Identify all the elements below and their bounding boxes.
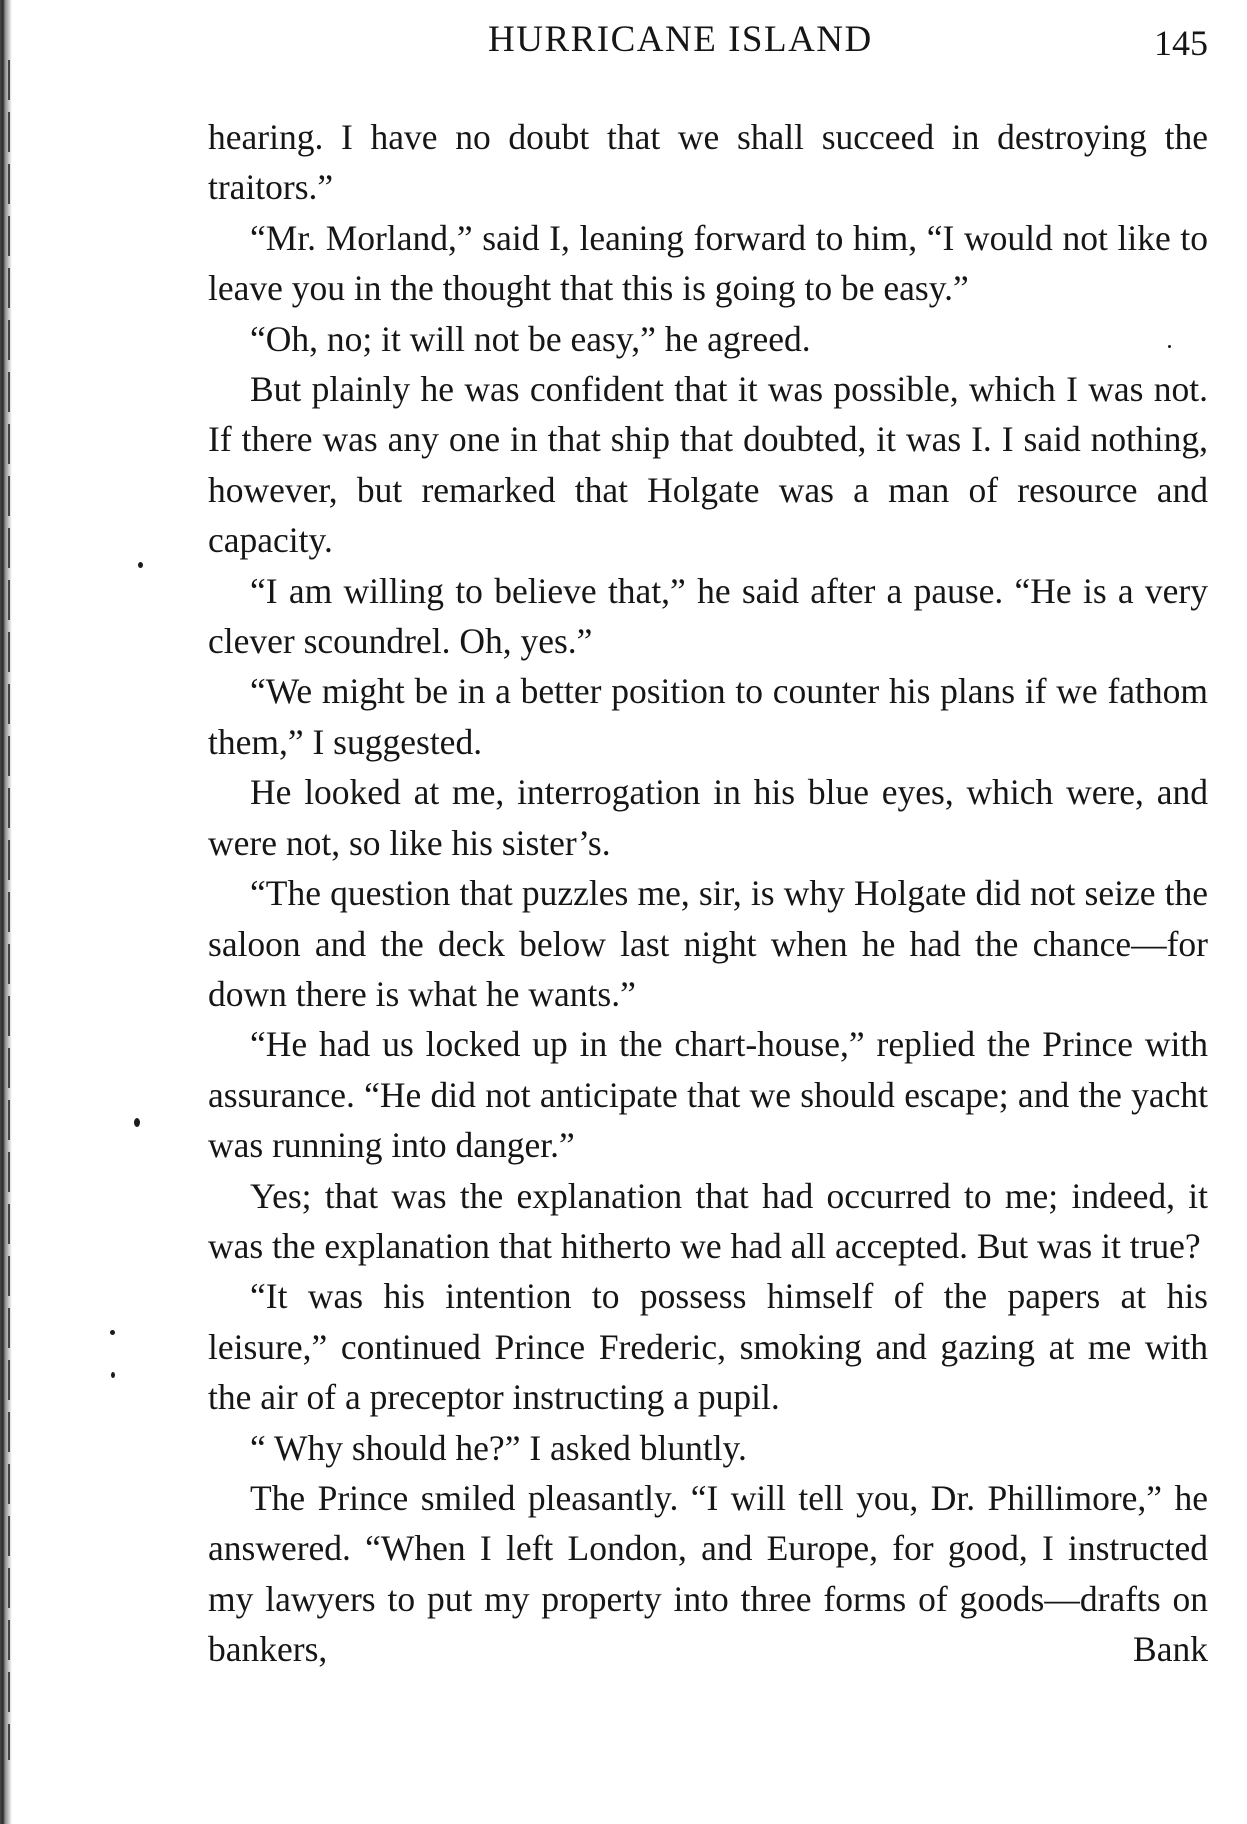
binding-edge [0, 0, 14, 1824]
paragraph: “I am willing to believe that,” he said after a pause. “He is a very clever scoundrel. Oh, yes.” [208, 570, 1208, 662]
paragraph: The Prince smiled pleasantly. “I will tell you, Dr. Phillimore,” he answered. “When I left London, and Europe, for good, I instructed my lawyers to put my property into three forms of goods—drafts on bankers, Bank [208, 1477, 1208, 1670]
body-text [208, 112, 1208, 1675]
paragraph: “ Why should he?” I asked bluntly. [250, 1427, 747, 1468]
paragraph: “Oh, no; it will not be easy,” he agreed. [250, 318, 811, 359]
paragraph: Yes; that was the explanation that had occurred to me; indeed, it was the explanation that hitherto we had all accepted. But was it true? [208, 1175, 1208, 1266]
page-number: 145 [1154, 23, 1208, 63]
print-speck [134, 1118, 140, 1127]
paragraph: But plainly he was confident that it was possible, which I was not. If there was any one in that ship that doubted, it was I. I said nothing, however, but remarked that Holgate was a man of resource and capacity. [208, 369, 1208, 561]
paragraph: “Mr. Morland,” said I, leaning forward to him, “I would not like to leave you in the thought that this is going to be easy.” [208, 217, 1208, 309]
print-speck [110, 1330, 115, 1335]
paragraph: “It was his intention to possess himself of the papers at his leisure,” continued Prince Frederic, smoking and gazing at me with the air of a preceptor instructing a pupil. [208, 1276, 1208, 1418]
paragraph: “The question that puzzles me, sir, is why Holgate did not seize the saloon and the deck below last night when he had the chance—for down there is what he wants.” [208, 873, 1208, 1014]
running-head [208, 18, 1208, 68]
paragraph: He looked at me, interrogation in his blue eyes, which were, and were not, so like his sister’s. [208, 772, 1208, 863]
print-speck [1168, 345, 1171, 348]
print-speck [111, 1372, 115, 1378]
running-title: HURRICANE ISLAND [488, 19, 873, 60]
paragraph: hearing. I have no doubt that we shall succeed in destroying the traitors.” [208, 117, 1208, 208]
paragraph: “We might be in a better position to counter his plans if we fathom them,” I suggested. [208, 671, 1208, 762]
paragraph: “He had us locked up in the chart-house,” replied the Prince with assurance. “He did not anticipate that we should escape; and the yacht was running into danger.” [208, 1024, 1208, 1166]
print-speck [138, 562, 143, 568]
